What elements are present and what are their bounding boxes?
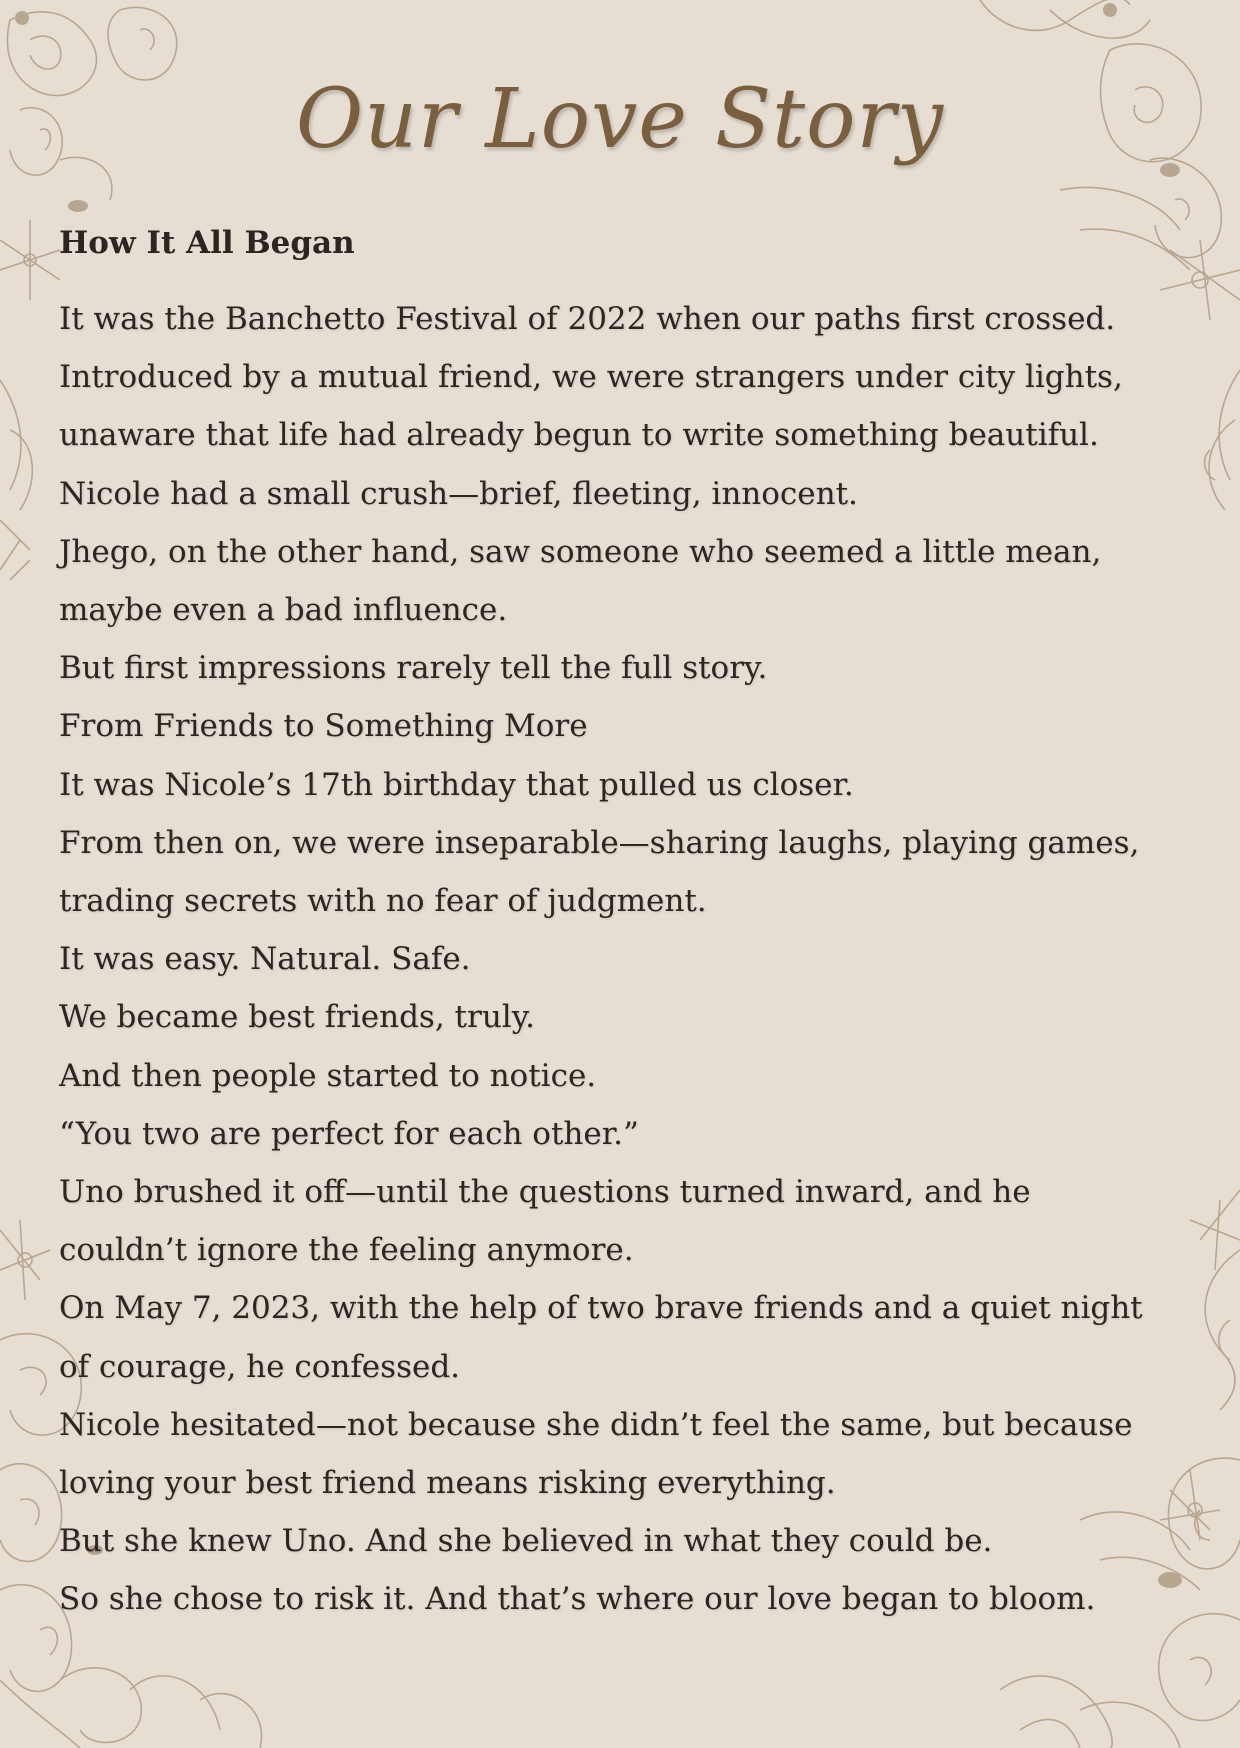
story-line: So she chose to risk it. And that’s where our love began to bloom. <box>59 1581 1096 1618</box>
story-line: loving your best friend means risking everything. <box>59 1465 836 1502</box>
story-line: It was the Banchetto Festival of 2022 when our paths first crossed. <box>59 301 1116 337</box>
story-line: From Friends to Something More <box>59 708 588 745</box>
story-line: Uno brushed it off—until the questions turned inward, and he <box>59 1174 1031 1211</box>
story-line: trading secrets with no fear of judgment. <box>59 883 707 920</box>
story-line: Jhego, on the other hand, saw someone who seemed a little mean, <box>59 533 1102 570</box>
section-heading: How It All Began <box>59 225 355 261</box>
story-content <box>59 218 1209 1629</box>
story-line: Nicole had a small crush—brief, fleeting, innocent. <box>59 475 858 512</box>
story-line: From then on, we were inseparable—sharing laughs, playing games, <box>59 824 1140 861</box>
story-line: maybe even a bad influence. <box>59 592 508 629</box>
story-line: Introduced by a mutual friend, we were strangers under city lights, <box>59 359 1123 396</box>
story-line: Nicole hesitated—not because she didn’t feel the same, but because <box>59 1406 1133 1443</box>
story-line: It was Nicole’s 17th birthday that pulled us closer. <box>59 766 854 803</box>
story-line: “You two are perfect for each other.” <box>59 1115 639 1152</box>
floral-left-mid-decoration <box>0 370 60 590</box>
story-line: couldn’t ignore the feeling anymore. <box>59 1232 634 1269</box>
page-title: Our Love Story <box>295 72 945 167</box>
story-line: But she knew Uno. And she believed in what they could be. <box>59 1523 993 1560</box>
story-line: of courage, he confessed. <box>59 1348 461 1385</box>
story-line: We became best friends, truly. <box>59 999 535 1036</box>
story-line: But first impressions rarely tell the full story. <box>59 650 768 687</box>
story-line: It was easy. Natural. Safe. <box>59 941 471 978</box>
story-line: unaware that life had already begun to write something beautiful. <box>59 417 1099 454</box>
story-line: And then people started to notice. <box>59 1057 597 1094</box>
story-line: On May 7, 2023, with the help of two brave friends and a quiet night <box>59 1290 1143 1327</box>
